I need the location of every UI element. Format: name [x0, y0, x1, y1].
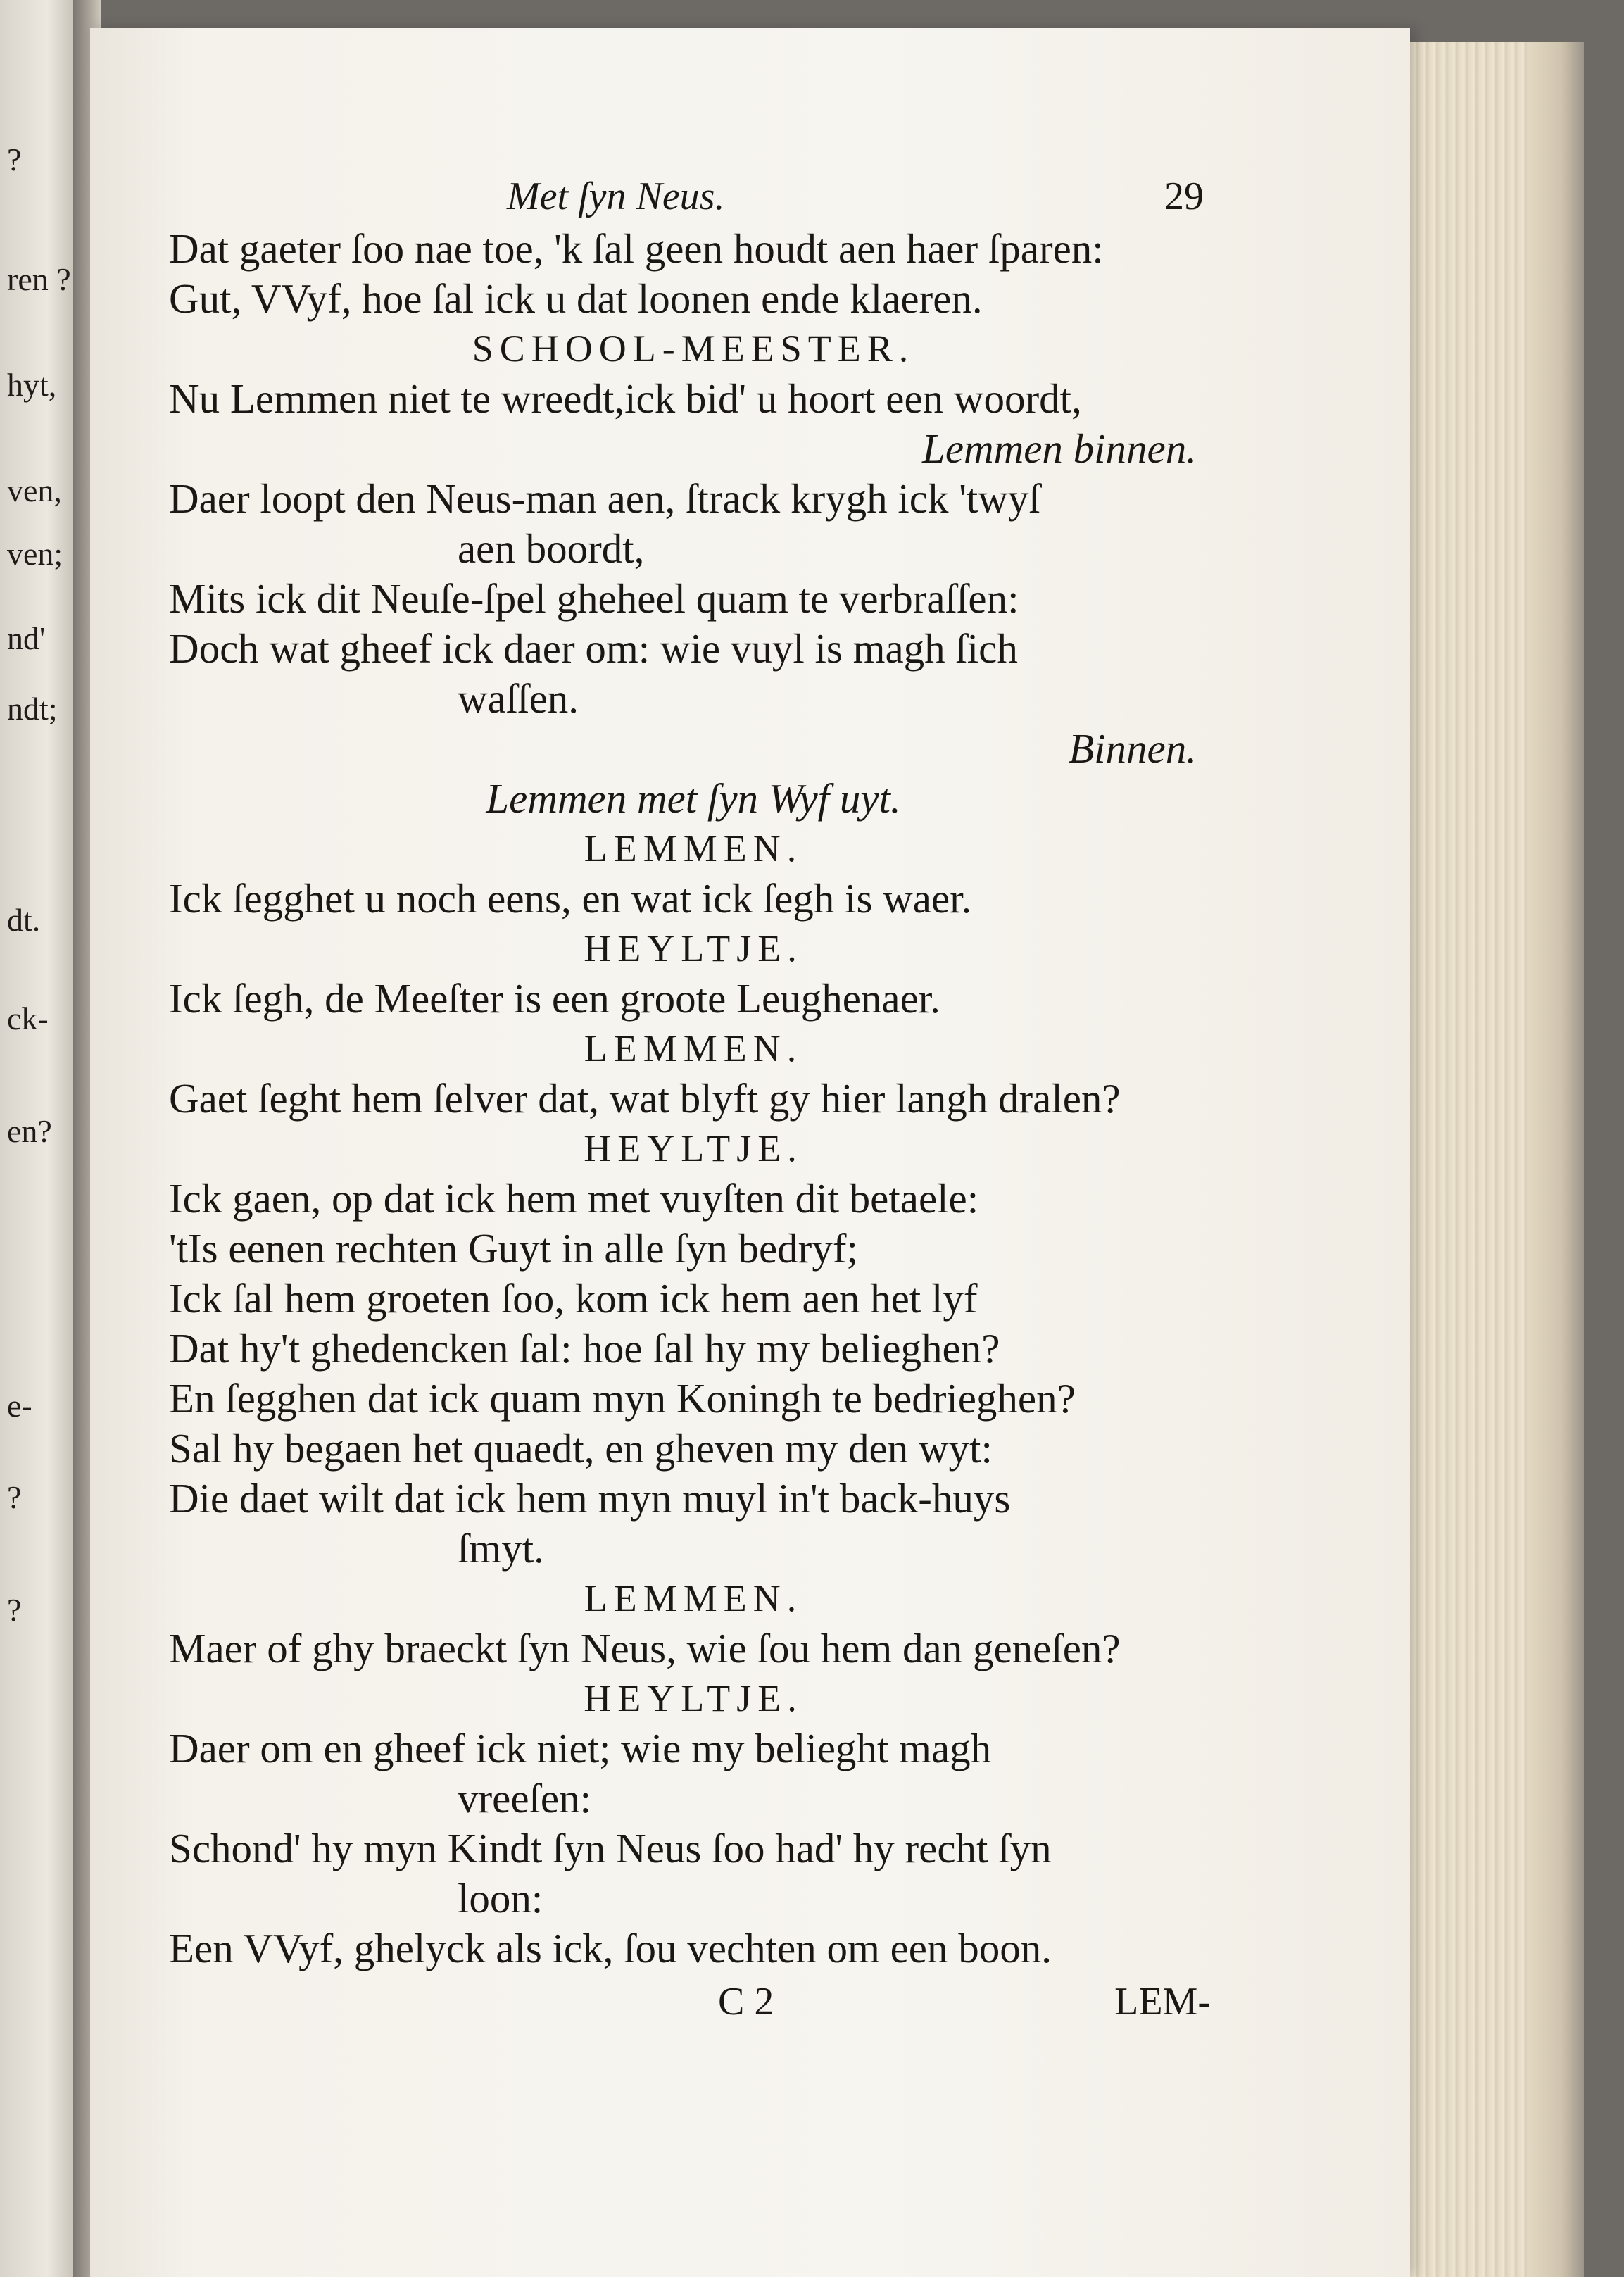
signature-mark: C 2	[718, 1980, 774, 2024]
verse-line: Nu Lemmen niet te wreedt,ick bid' u hoort een woordt,	[169, 375, 1082, 422]
verse-continuation: vreeſen:	[458, 1775, 591, 1821]
verse-line: Gaet ſeght hem ſelver dat, wat blyft gy hier langh dralen?	[169, 1075, 1121, 1122]
verse-line: Daer loopt den Neus-man aen, ſtrack krygh ick 'twyſ	[169, 475, 1040, 522]
facing-page-fragment: ?	[7, 1592, 22, 1628]
verse-line: Gut, VVyf, hoe ſal ick u dat loonen ende klaeren.	[169, 275, 983, 322]
speaker-name: HEYLTJE.	[584, 1677, 803, 1719]
page-stack-edge	[1401, 42, 1584, 2277]
verse-line: Schond' hy myn Kindt ſyn Neus ſoo had' hy recht ſyn	[169, 1825, 1052, 1871]
verse-line: Mits ick dit Neuſe-ſpel gheheel quam te verbraſſen:	[169, 575, 1019, 622]
verse-line: Maer of ghy braeckt ſyn Neus, wie ſou hem dan geneſen?	[169, 1625, 1121, 1671]
facing-page-fragment: ck-	[7, 1000, 49, 1036]
verse-line: Ick ſegh, de Meeſter is een groote Leughenaer.	[169, 975, 940, 1022]
worn-page-edge	[1528, 42, 1584, 2277]
catchword: LEM-	[1114, 1980, 1211, 2024]
verse-continuation: aen boordt,	[458, 525, 645, 572]
stage-direction: Lemmen binnen.	[922, 425, 1197, 472]
verse-continuation: waſſen.	[458, 675, 579, 722]
stage-direction: Lemmen met ſyn Wyf uyt.	[486, 775, 901, 822]
verse-line: Sal hy begaen het quaedt, en gheven my den wyt:	[169, 1425, 993, 1472]
facing-page-fragment: ndt;	[7, 691, 58, 727]
verse-lines	[169, 224, 1218, 1974]
verse-line: Een VVyf, ghelyck als ick, ſou vechten om een boon.	[169, 1925, 1052, 1971]
verse-line: Daer om en gheef ick niet; wie my belieght magh	[169, 1725, 992, 1771]
verse-line: 'tIs eenen rechten Guyt in alle ſyn bedryf;	[169, 1225, 858, 1272]
running-title: Met ſyn Neus.	[507, 175, 725, 218]
verse-line: Ick gaen, op dat ick hem met vuyſten dit betaele:	[169, 1175, 979, 1222]
verse-line: Ick ſegghet u noch eens, en wat ick ſegh is waer.	[169, 875, 972, 922]
facing-page-fragment: nd'	[7, 620, 46, 656]
facing-page-fragment: e-	[7, 1388, 32, 1424]
verse-line: Dat hy't ghedencken ſal: hoe ſal hy my belieghen?	[169, 1325, 1000, 1372]
facing-page-fragment: hyt,	[7, 367, 57, 403]
facing-page-fragment: ren ?	[7, 261, 71, 297]
speaker-name: HEYLTJE.	[584, 1127, 803, 1169]
speaker-name: LEMMEN.	[584, 1027, 803, 1070]
facing-page-fragment: ?	[7, 142, 22, 177]
verse-line: Dat gaeter ſoo nae toe, 'k ſal geen houdt aen haer ſparen:	[169, 225, 1104, 272]
facing-page-fragment: ven,	[7, 472, 62, 508]
facing-page-fragment: ?	[7, 1479, 22, 1515]
page-text	[169, 169, 1218, 2027]
facing-page-fragment: en?	[7, 1113, 52, 1149]
verse-line: En ſegghen dat ick quam myn Koningh te bedrieghen?	[169, 1375, 1076, 1422]
verse-line: Die daet wilt dat ick hem myn muyl in't back-huys	[169, 1475, 1011, 1522]
speaker-name: LEMMEN.	[584, 827, 803, 870]
verse-continuation: ſmyt.	[458, 1525, 544, 1572]
speaker-name: LEMMEN.	[584, 1577, 803, 1619]
speaker-name: HEYLTJE.	[584, 927, 803, 970]
page-number: 29	[1164, 175, 1204, 218]
facing-page-fragment: dt.	[7, 902, 41, 938]
verse-line: Doch wat gheef ick daer om: wie vuyl is magh ſich	[169, 625, 1018, 672]
facing-page-fragment: ven;	[7, 536, 63, 572]
page-header	[169, 169, 1218, 224]
speaker-name: SCHOOL-MEESTER.	[472, 327, 915, 370]
stage-direction: Binnen.	[1069, 725, 1197, 772]
page-footer	[169, 1976, 1218, 2027]
verse-continuation: loon:	[458, 1875, 543, 1921]
verse-line: Ick ſal hem groeten ſoo, kom ick hem aen het lyf	[169, 1275, 978, 1322]
